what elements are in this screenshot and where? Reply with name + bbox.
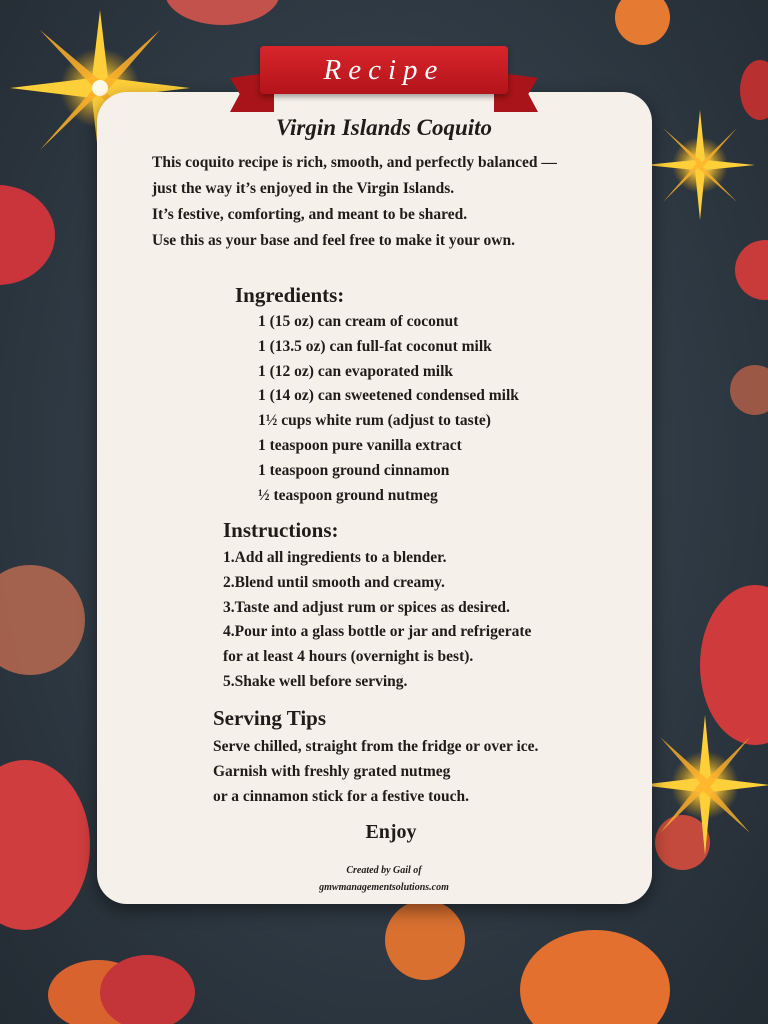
- ingredient-item: 1½ cups white rum (adjust to taste): [258, 412, 491, 430]
- bokeh-light: [385, 900, 465, 980]
- ingredient-item: 1 (13.5 oz) can full-fat coconut milk: [258, 337, 492, 355]
- banner-label: Recipe: [323, 53, 445, 86]
- ingredient-item: 1 teaspoon pure vanilla extract: [258, 436, 462, 454]
- closing-enjoy: Enjoy: [365, 821, 417, 843]
- serving-tip: Serve chilled, straight from the fridge or over ice.: [213, 738, 539, 755]
- credit-line: Created by Gail of: [346, 865, 422, 876]
- instruction-step: 3.Taste and adjust rum or spices as desired.: [223, 598, 510, 616]
- ingredient-item: 1 (12 oz) can evaporated milk: [258, 362, 454, 380]
- instructions-heading: Instructions:: [223, 518, 339, 542]
- bokeh-light: [0, 185, 55, 285]
- intro-line: just the way it’s enjoyed in the Virgin Islands.: [152, 180, 455, 197]
- bokeh-light: [100, 955, 195, 1024]
- instruction-step: for at least 4 hours (overnight is best).: [223, 648, 474, 666]
- instruction-step: 1.Add all ingredients to a blender.: [223, 549, 447, 566]
- ingredient-item: 1 (14 oz) can sweetened condensed milk: [258, 387, 519, 405]
- ingredients-heading: Ingredients:: [235, 283, 345, 307]
- instruction-step: 4.Pour into a glass bottle or jar and refrigerate: [223, 623, 532, 641]
- instructions-list: [223, 546, 531, 695]
- bokeh-light: [615, 0, 670, 45]
- bokeh-light: [735, 240, 768, 300]
- serving-tips-list: [213, 735, 538, 809]
- instruction-step: 5.Shake well before serving.: [223, 672, 408, 690]
- bokeh-light: [520, 930, 670, 1024]
- serving-tips-heading: Serving Tips: [213, 706, 327, 730]
- bokeh-light: [0, 565, 85, 675]
- bokeh-light: [0, 760, 90, 930]
- bokeh-light: [730, 365, 768, 415]
- intro-line: Use this as your base and feel free to make it your own.: [152, 232, 515, 249]
- ingredients-list: [258, 310, 519, 508]
- ingredient-item: 1 (15 oz) can cream of coconut: [258, 313, 459, 330]
- intro-line: It’s festive, comforting, and meant to be shared.: [152, 206, 468, 223]
- recipe-banner: [230, 38, 538, 118]
- recipe-title: Virgin Islands Coquito: [275, 115, 493, 140]
- credit-website: gmwmanagementsolutions.com: [319, 882, 449, 893]
- instruction-step: 2.Blend until smooth and creamy.: [223, 573, 445, 591]
- serving-tip: Garnish with freshly grated nutmeg: [213, 762, 451, 780]
- ingredient-item: ½ teaspoon ground nutmeg: [258, 486, 438, 504]
- banner-ribbon: [260, 46, 508, 94]
- intro-line: This coquito recipe is rich, smooth, and perfectly balanced —: [152, 154, 557, 171]
- serving-tip: or a cinnamon stick for a festive touch.: [213, 787, 470, 805]
- ingredient-item: 1 teaspoon ground cinnamon: [258, 461, 450, 479]
- intro-text: [152, 150, 557, 254]
